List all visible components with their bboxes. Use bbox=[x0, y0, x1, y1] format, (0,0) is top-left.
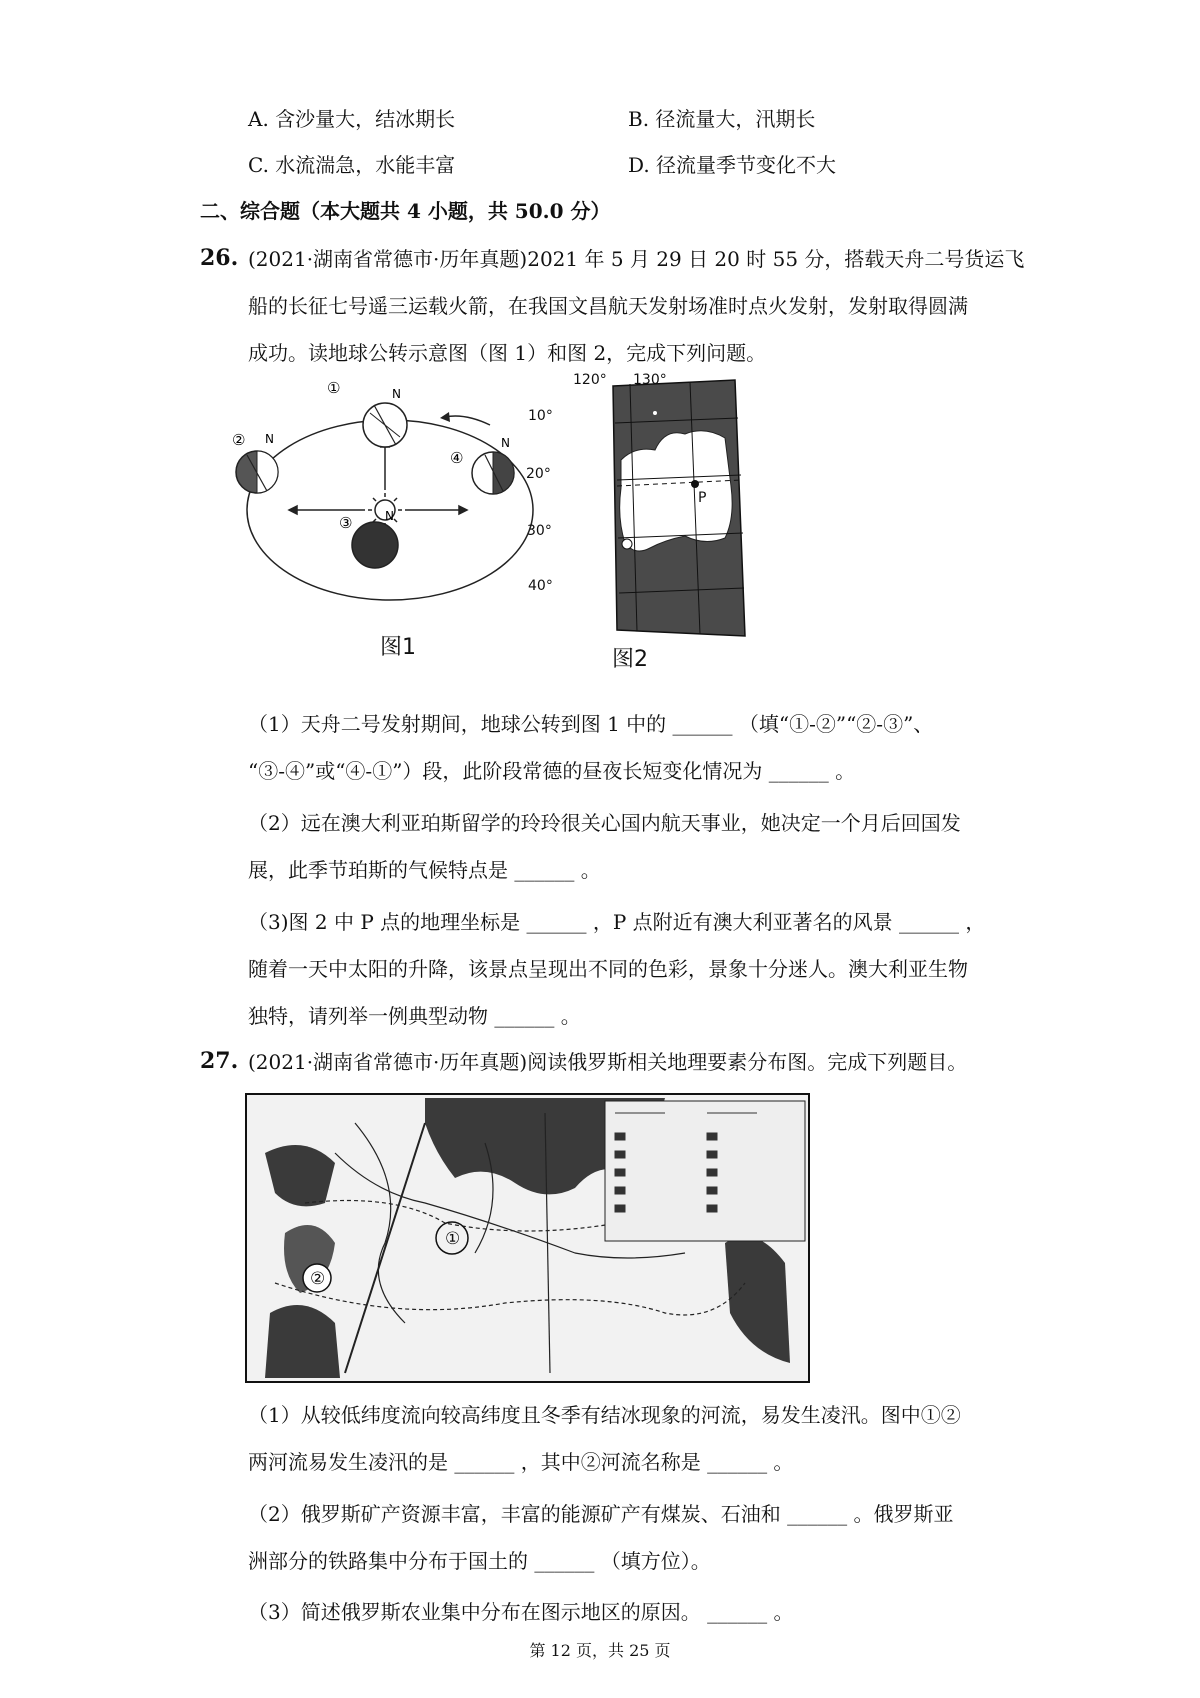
figure-2-caption: 图2 bbox=[612, 647, 648, 672]
svg-text:10°: 10° bbox=[528, 408, 553, 424]
question-number-26: 26. bbox=[200, 245, 239, 271]
svg-text:③: ③ bbox=[339, 514, 353, 532]
q27-sub1-line1: （1）从较低纬度流向较高纬度且冬季有结冰现象的河流，易发生凌汛。图中①② bbox=[248, 1403, 961, 1427]
svg-text:①: ① bbox=[327, 379, 341, 397]
q26-stem-line1: (2021·湖南省常德市·历年真题)2021 年 5 月 29 日 20 时 55 分，搭载天舟二号货运飞 bbox=[248, 247, 1025, 271]
figure-1-earth-revolution bbox=[232, 379, 550, 670]
svg-text:①: ① bbox=[445, 1229, 461, 1249]
q26-sub2-line2: 展，此季节珀斯的气候特点是 ______ 。 bbox=[248, 858, 601, 882]
q27-sub2-line2: 洲部分的铁路集中分布于国土的 ______ （填方位）。 bbox=[248, 1549, 711, 1573]
option-d: D. 径流量季节变化不大 bbox=[628, 153, 837, 177]
svg-text:②: ② bbox=[232, 431, 246, 449]
q27-sub1-line2: 两河流易发生凌汛的是 ______ ，其中②河流名称是 ______ 。 bbox=[248, 1450, 794, 1474]
figure-russia-map bbox=[245, 1093, 810, 1383]
option-c: C. 水流湍急，水能丰富 bbox=[248, 153, 456, 177]
q26-sub3-line2: 随着一天中太阳的升降，该景点呈现出不同的色彩，景象十分迷人。澳大利亚生物 bbox=[248, 957, 968, 981]
svg-text:120°: 120° bbox=[573, 372, 607, 388]
svg-text:N: N bbox=[392, 387, 401, 401]
svg-text:P: P bbox=[698, 490, 707, 506]
svg-text:40°: 40° bbox=[528, 578, 553, 594]
svg-text:N: N bbox=[265, 432, 274, 446]
option-a: A. 含沙量大，结冰期长 bbox=[248, 107, 456, 131]
svg-text:N: N bbox=[385, 509, 394, 523]
q26-sub2-line1: （2）远在澳大利亚珀斯留学的玲玲很关心国内航天事业，她决定一个月后回国发 bbox=[248, 811, 961, 835]
q27-sub2-line1: （2）俄罗斯矿产资源丰富，丰富的能源矿产有煤炭、石油和 ______ 。俄罗斯亚 bbox=[248, 1502, 954, 1526]
svg-text:珀斯: 珀斯 bbox=[577, 551, 611, 571]
q26-sub3-line1: （3)图 2 中 P 点的地理坐标是 ______ ，P 点附近有澳大利亚著名的风景 ______ ， bbox=[248, 910, 986, 934]
svg-text:20°: 20° bbox=[526, 466, 551, 482]
svg-text:130°: 130° bbox=[633, 372, 667, 388]
svg-text:30°: 30° bbox=[527, 523, 552, 539]
q26-sub3-line3: 独特，请列举一例典型动物 ______ 。 bbox=[248, 1004, 581, 1028]
q26-stem-line3: 成功。读地球公转示意图（图 1）和图 2，完成下列问题。 bbox=[248, 341, 767, 365]
svg-text:④: ④ bbox=[450, 449, 464, 467]
q27-sub3-line1: （3）简述俄罗斯农业集中分布在图示地区的原因。 ______ 。 bbox=[248, 1600, 794, 1624]
q26-sub1-line2: “③-④”或“④-①”）段，此阶段常德的昼夜长短变化情况为 ______ 。 bbox=[248, 759, 856, 783]
q27-stem: (2021·湖南省常德市·历年真题)阅读俄罗斯相关地理要素分布图。完成下列题目。 bbox=[248, 1050, 968, 1074]
q26-stem-line2: 船的长征七号遥三运载火箭，在我国文昌航天发射场准时点火发射，发射取得圆满 bbox=[248, 294, 968, 318]
figure-2-australia-map bbox=[526, 368, 750, 638]
svg-text:N: N bbox=[501, 436, 510, 450]
section-title: 二、综合题（本大题共 4 小题，共 50.0 分） bbox=[200, 199, 611, 223]
option-b: B. 径流量大，汛期长 bbox=[628, 107, 816, 131]
page-footer: 第 12 页，共 25 页 bbox=[529, 1641, 671, 1660]
svg-text:②: ② bbox=[310, 1269, 326, 1289]
question-number-27: 27. bbox=[200, 1048, 239, 1074]
q26-sub1-line1: （1）天舟二号发射期间，地球公转到图 1 中的 ______ （填“①-②”“②-③”、 bbox=[248, 712, 934, 736]
figure-1-caption: 图1 bbox=[380, 635, 416, 660]
